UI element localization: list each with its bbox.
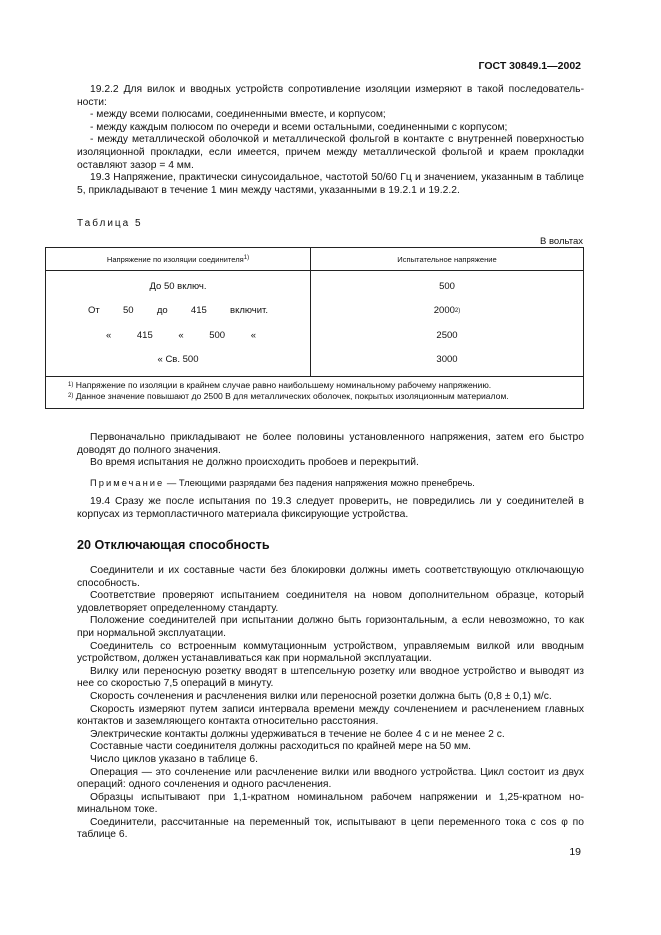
paragraph: Соединители, рассчитанные на переменный ток, испытывают в цепи переменного тока с cos φ по таблице 6. (77, 816, 584, 841)
after-table-text (77, 432, 584, 522)
paragraph: Положение соединителей при испытании должно быть горизонтальным, а если невозможно, то как при нормальной эксплуатации. (77, 615, 584, 639)
paragraph-19-3: 19.3 Напряжение, практически синусоидальное, частотой 50/60 Гц и значением, указанным в таблице 5, прикладывают в течение 1 мин между частями, указанными в 19.2.1 и 19.2.2. (77, 172, 584, 196)
paragraph: Скорость сочленения и расчленения вилки или переносной розетки должна быть (0,8 ± 0,1) м/с. (90, 690, 552, 702)
table-body-row (46, 271, 584, 377)
section-19-text (77, 84, 584, 197)
paragraph: Электрические контакты должны удерживаться в течение не более 4 с и не менее 2 с. (90, 728, 505, 740)
paragraph: Скорость измеряют путем записи интервала времени между сочленением и расчленением главных контактов и заземляющего контакта относительно расстояния. (77, 703, 584, 728)
table-footnotes (46, 377, 584, 409)
table-cell: « Св. 500 (157, 354, 199, 366)
table-unit: В вольтах (539, 236, 583, 247)
test-voltage-cell (311, 271, 584, 377)
table-cell: « 415 « 500 « (106, 329, 256, 341)
paragraph: Образцы испытывают при 1,1-кратном номинальном рабочем напряжении и 1,25-кратном номинальном токе. (77, 791, 584, 816)
paragraph: Вилку или переносную розетку вводят в штепсельную розетку или вводное устройство и выводят из нее со скоростью 7,5 операций в минуту. (77, 665, 584, 690)
section-20-text (77, 565, 584, 842)
list-item: - между металлической оболочкой и металлической фольгой в контакте с внутренней поверхностью изоляционной прокладки, если имеется, причем между металлической фольгой и краем прокладки оставляют зазор = 4 мм. (77, 134, 584, 171)
list-item: - между всеми полюсами, соединенными вместе, и корпусом; (90, 109, 386, 121)
page-number: 19 (569, 846, 581, 858)
paragraph: Во время испытания не должно происходить пробоев и перекрытий. (90, 457, 419, 469)
table-cell: 2500 (436, 329, 458, 341)
footnote-1: $^{1)}$ Напряжение по изоляции в крайнем случае равно наибольшему номинальному рабочему напряжению. (68, 380, 492, 390)
table-cell: До 50 включ. (149, 280, 207, 292)
table-cell: От 50 до 415 включит. (88, 305, 268, 317)
column-header-test-voltage: Испытательное напряжение (311, 248, 584, 271)
table-cell: 2000 2) (433, 305, 461, 317)
paragraph: Число циклов указано в таблице 6. (90, 753, 258, 765)
list-item: - между каждым полюсом по очереди и всеми остальными, соединенными с корпусом; (90, 121, 508, 133)
note: Примечание — Тлеющими разрядами без падения напряжения можно пренебречь. (90, 476, 475, 488)
footnote-2: $^{2)}$ Данное значение повышают до 2500 В для металлических оболочек, покрытых изоляционным материалом. (68, 390, 509, 401)
voltage-range-cell (46, 271, 311, 377)
table-cell: 3000 (436, 354, 458, 366)
table-footnote-row (46, 377, 584, 409)
paragraph: Операция — это сочленение или расчленение вилки или вводного устройства. Цикл состоит из двух операций: одного сочленения и одного расчленения. (77, 766, 584, 791)
paragraph: Соединители и их составные части без блокировки должны иметь соответствующую отключающую способность. (77, 565, 584, 589)
paragraph: Соединитель со встроенным коммутационным устройством, управляемым вилкой или вводным устройством, должен устанавливаться как при нормальной эксплуатации. (77, 640, 584, 665)
table-header-row (46, 248, 584, 271)
column-header-voltage: Напряжение по изоляции соединителя$^{1)}$ (46, 248, 311, 271)
paragraph: Составные части соединителя должны расходиться по крайней мере на 50 мм. (90, 741, 472, 753)
paragraph: Соответствие проверяют испытанием соединителя на новом дополнительном образце, который удовлетворяет определенному стандарту. (77, 590, 584, 614)
table-5 (45, 247, 584, 409)
table-label: Таблица 5 (77, 218, 143, 229)
table-cell: 500 (439, 280, 455, 292)
paragraph-19-2-2: 19.2.2 Для вилок и вводных устройств сопротивление изоляции измеряют в такой последовательности: (77, 84, 584, 108)
standard-header: ГОСТ 30849.1—2002 (478, 60, 581, 72)
section-20-title: 20 Отключающая способность (77, 538, 270, 552)
paragraph: Первоначально прикладывают не более половины установленного напряжения, затем его быстро доводят до полного значения. (77, 432, 584, 456)
paragraph-19-4: 19.4 Сразу же после испытания по 19.3 следует проверить, не повредились ли у соединителей в корпусах из термопластичного материала фиксирующие устройства. (77, 496, 584, 520)
